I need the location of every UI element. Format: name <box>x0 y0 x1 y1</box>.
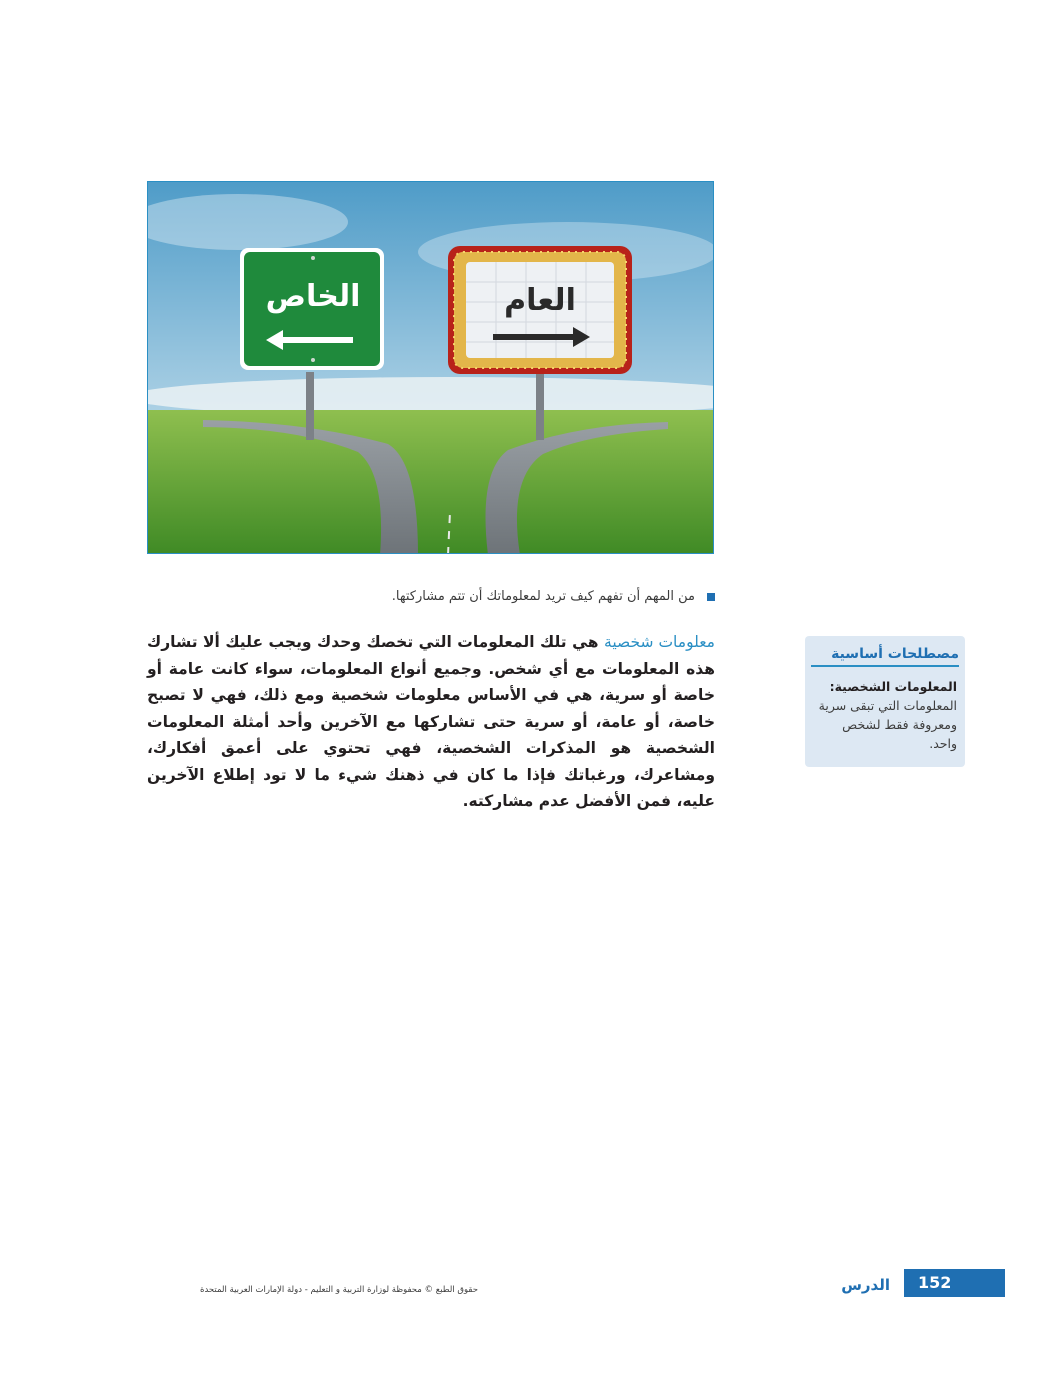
private-sign <box>240 248 384 370</box>
key-terms-title: مصطلحات أساسية <box>811 646 959 667</box>
crossroads-illustration <box>148 182 714 554</box>
body-paragraph <box>147 629 715 815</box>
key-terms-box <box>805 636 965 767</box>
public-sign <box>448 246 632 374</box>
page-number: 152 <box>918 1273 952 1292</box>
public-sign-label: العام <box>504 283 576 318</box>
copyright-notice: حقوق الطبع © محفوظة لوزارة التربية و التعليم - دولة الإمارات العربية المتحدة <box>200 1285 478 1295</box>
paragraph-text: هي تلك المعلومات التي تخصك وحدك ويجب عليك ألا تشارك هذه المعلومات مع أي شخص. وجميع أنواع المعلومات، سواء كانت عامة أو خاصة أو سرية، هي في الأساس معلومات شخصية ومع ذلك، فهي لا تصبح خاصة، أو عامة، أو سرية حتى تشاركها مع الآخرين وأحد أمثلة المعلومات الشخصية هو المذكرات الشخصية، فهي تحتوي على أعمق أفكارك، ومشاعرك، ورغباتك فإذا ما كان في ذهنك شيء ما لا تود إطلاع الآخرين عليه، فمن الأفضل عدم مشاركته. <box>147 633 715 810</box>
caption-text: من المهم أن تفهم كيف تريد لمعلوماتك أن تتم مشاركتها. <box>391 589 695 604</box>
key-term: المعلومات الشخصية: <box>829 679 957 694</box>
page-number-bar <box>904 1269 1005 1297</box>
lesson-label: الدرس <box>841 1276 890 1294</box>
key-term-definition: المعلومات التي تبقى سرية ومعروفة فقط لشخص واحد. <box>818 698 957 751</box>
private-sign-label: الخاص <box>265 279 361 314</box>
crossroads-figure <box>147 181 714 554</box>
square-bullet-icon <box>707 593 715 601</box>
highlighted-term: معلومات شخصية <box>604 633 715 651</box>
figure-caption <box>147 586 715 608</box>
